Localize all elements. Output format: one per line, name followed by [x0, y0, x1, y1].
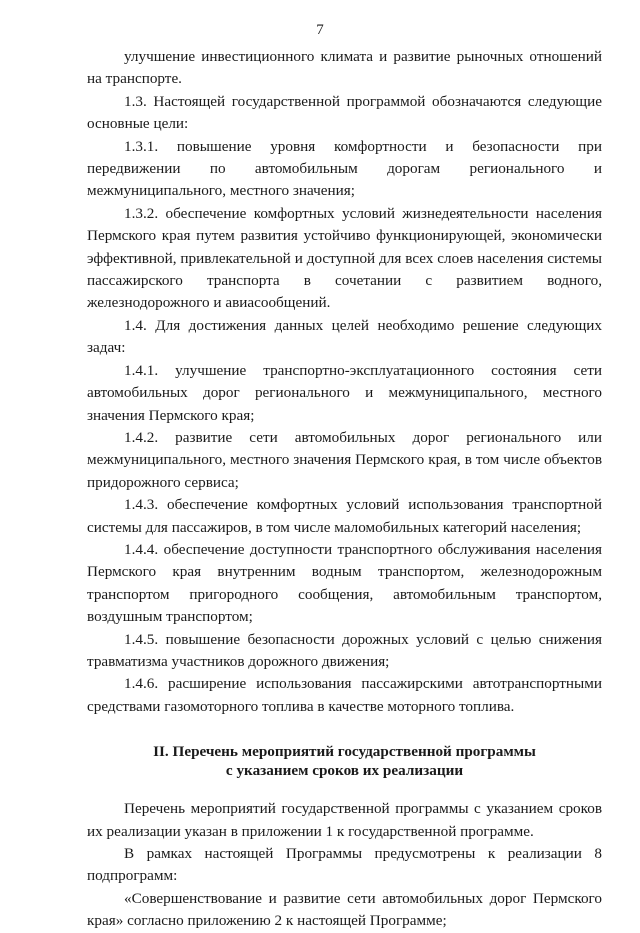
section-heading-line: II. Перечень мероприятий государственной программы [153, 743, 536, 761]
paragraph: «Совершенствование и развитие сети автомобильных дорог Пермского края» согласно приложению 2 к настоящей Программе; [87, 889, 602, 930]
paragraph: 1.4. Для достижения данных целей необходимо решение следующих задач: [87, 316, 602, 357]
paragraph: 1.4.2. развитие сети автомобильных дорог регионального или межмуниципального, местного значения Пермского края, в том числе объектов придорожного сервиса; [87, 428, 602, 491]
paragraph: 1.4.1. улучшение транспортно-эксплуатационного состояния сети автомобильных дорог регионального и межмуниципального, местного значения Пермского края; [87, 361, 602, 424]
paragraph: 1.4.6. расширение использования пассажирскими автотранспортными средствами газомоторного топлива в качестве моторного топлива. [87, 675, 602, 715]
paragraph: Перечень мероприятий государственной программы с указанием сроков их реализации указан в приложении 1 к государственной программе. [87, 800, 602, 840]
document-body [87, 46, 602, 933]
paragraph: В рамках настоящей Программы предусмотрены к реализации 8 подпрограмм: [87, 845, 602, 885]
paragraph: улучшение инвестиционного климата и развитие рыночных отношений на транспорте. [87, 48, 602, 88]
paragraph: 1.3. Настоящей государственной программой обозначаются следующие основные цели: [87, 92, 602, 133]
paragraph: 1.3.2. обеспечение комфортных условий жизнедеятельности населения Пермского края путем развития устойчиво функционирующей, экономически эффективной, привлекательной и доступной для всех слоев населения системы пассажирского транспорта в сочетании с развитием водного, железнодорожного и авиасообщений. [87, 204, 602, 312]
paragraph: 1.3.1. повышение уровня комфортности и безопасности при передвижении по автомобильным дорогам регионального и межмуниципального, местного значения; [87, 137, 602, 200]
paragraph: 1.4.5. повышение безопасности дорожных условий с целью снижения травматизма участников дорожного движения; [87, 630, 602, 670]
page-number: 7 [316, 22, 324, 38]
paragraph: 1.4.4. обеспечение доступности транспортного обслуживания населения Пермского края внутренним водным транспортом, железнодорожным транспортом пригородного сообщения, автомобильным транспортом, воздушным транспортом; [87, 540, 602, 626]
section-heading-line: с указанием сроков их реализации [225, 762, 464, 780]
section-heading [87, 742, 602, 780]
paragraph: 1.4.3. обеспечение комфортных условий использования транспортной системы для пассажиров, в том числе маломобильных категорий населения; [87, 496, 602, 536]
